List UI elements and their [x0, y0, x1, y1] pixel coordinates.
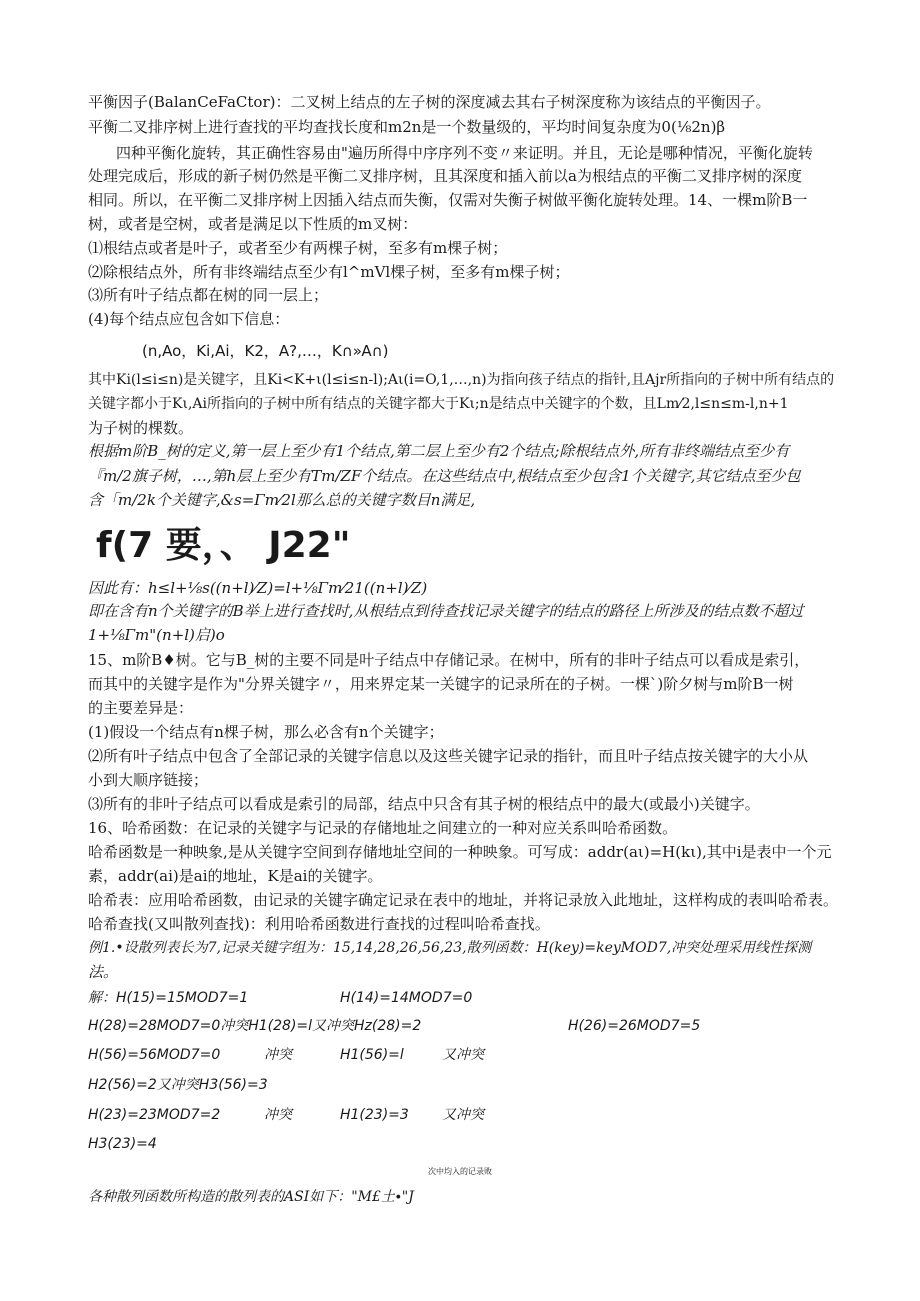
- bplus-difference-2-line-1: ⑵所有叶子结点中包含了全部记录的关键字信息以及这些关键字记录的指针，而且叶子结点按关键字的大小从: [88, 747, 809, 765]
- hash-mapping-line-1: 哈希函数是一种映象,是从关键字空间到存储地址空间的一种映象。可写成：addr(aι)=H(kι),其中i是表中一个元: [88, 843, 832, 861]
- calc-row-5-d: 又冲突: [442, 1107, 484, 1123]
- bplus-difference-2-line-2: 小到大顺序链接；: [88, 771, 209, 789]
- btree-property-3: ⑶所有叶子结点都在树的同一层上；: [88, 286, 329, 304]
- keyword-pointer-line-2: 关键字都小于Kι,Ai所指向的子树中所有结点的关键字都大于Kι;n是结点中关键字的个数，且Lm⁄2,l≤n≤m-l,n+1: [88, 396, 789, 412]
- calc-row-2-b: H(26)=26MOD7=5: [568, 1018, 701, 1034]
- rotation-paragraph-line-2: 处理完成后，形成的新子树仍然是平衡二叉排序树，且其深度和插入前以a为根结点的平衡二叉排序树的深度: [88, 167, 802, 185]
- calc-row-5-c: H1(23)=3: [340, 1107, 409, 1123]
- height-bound-formula: 因此有：h≤l+⅛s((n+l)⁄Z)=l+⅛Γm⁄21((n+l)⁄Z): [88, 579, 428, 597]
- calc-row-2-a: H(28)=28MOD7=0冲突H1(28)=l又冲突Hz(28)=2: [88, 1018, 422, 1034]
- node-info-formula: (n,Ao，Ki,Ai，K2，A?,…，K∩»A∩): [142, 342, 389, 360]
- avl-search-complexity: 平衡二叉排序树上进行查找的平均查找长度和m2n是一个数量级的，平均时间复杂度为0(⅛2n)β: [88, 118, 726, 136]
- balance-factor-definition: 平衡因子(BalanCeFaCtor)：二叉树上结点的左子树的深度减去其右子树深度称为该结点的平衡因子。: [88, 93, 771, 111]
- garbled-formula: f(7 要，、 J22": [96, 525, 351, 566]
- asl-intro-line: 各种散列函数所构造的散列表的ASI如下："M£土∙"J: [88, 1189, 414, 1205]
- keyword-pointer-line-1: 其中Ki(l≤i≤n)是关键字，且Ki<K+ι(l≤i≤n-l);Aι(i=O,1,…,n)为指向孩子结点的指针,且Ajr所指向的子树中所有结点的: [88, 372, 835, 388]
- btree-property-1: ⑴根结点或者是叶子，或者至少有两棵子树，至多有m棵子树；: [88, 239, 508, 257]
- btree-level-analysis-line-3: 含「m/2k个关键字,&s=Γm⁄2l那么总的关键字数目n满足,: [88, 491, 476, 509]
- bplus-difference-1: (1)假设一个结点有n棵子树，那么必含有n个关键字；: [88, 723, 444, 741]
- calc-row-3-b: 冲突: [264, 1047, 292, 1063]
- calc-row-5-a: H(23)=23MOD7=2: [88, 1107, 221, 1123]
- rotation-paragraph-line-3: 相同。所以，在平衡二叉排序树上因插入结点而失衡，仅需对失衡子树做平衡化旋转处理。14、一棵m阶B一: [88, 191, 808, 209]
- search-path-line-1: 即在含有n个关键字的B举上进行查找时,从根结点到待查找记录关键字的结点的路径上所涉及的结点数不超过: [88, 602, 804, 620]
- hash-table-definition: 哈希表：应用哈希函数，由记录的关键字确定记录在表中的地址，并将记录放入此地址，这样构成的表叫哈希表。: [88, 891, 839, 909]
- bplus-tree-line-2: 而其中的关键字是作为"分界关键字〃，用来界定某一关键字的记录所在的子树。一棵`)阶夕树与m阶B一树: [88, 675, 794, 693]
- btree-property-2: ⑵除根结点外，所有非终端结点至少有l^mVl棵子树，至多有m棵子树；: [88, 263, 570, 281]
- btree-property-4: (4)每个结点应包含如下信息：: [88, 310, 290, 328]
- bplus-tree-line-3: 的主要差异是：: [88, 699, 194, 717]
- calc-row-3-d: 又冲突: [442, 1047, 484, 1063]
- calc-row-6-a: H3(23)=4: [88, 1136, 157, 1152]
- btree-level-analysis-line-2: 『m/2旗子树，…,第h层上至少有Tm/ZF个结点。在这些结点中,根结点至少包含1个关键字,其它结点至少包: [88, 467, 801, 485]
- calc-row-3-a: H(56)=56MOD7=0: [88, 1047, 221, 1063]
- btree-definition-intro: 树，或者是空树，或者是满足以下性质的m叉树：: [88, 215, 418, 233]
- calc-row-5-b: 冲突: [264, 1107, 292, 1123]
- hash-mapping-line-2: 素，addr(ai)是ai的地址，K是ai的关键字。: [88, 867, 383, 885]
- example-1-line-2: 法。: [88, 963, 119, 981]
- search-path-line-2: 1+⅛Γm"(n+l)启)o: [88, 626, 225, 644]
- calc-row-4-a: H2(56)=2又冲突H3(56)=3: [88, 1077, 268, 1093]
- calc-row-1-a: 解：H(15)=15MOD7=1: [88, 990, 249, 1006]
- bplus-difference-3: ⑶所有的非叶子结点可以看成是索引的局部，结点中只含有其子树的根结点中的最大(或最小)关键字。: [88, 795, 760, 813]
- rotation-paragraph-line-1: 四种平衡化旋转，其正确性容易由"遍历所得中序序列不变〃来证明。并且，无论是哪种情况，平衡化旋转: [116, 144, 813, 162]
- btree-level-analysis-line-1: 根据m阶B_树的定义,第一层上至少有1个结点,第二层上至少有2个结点;除根结点外,所有非终端结点至少有: [88, 442, 790, 460]
- example-1-line-1: 例1.•设散列表长为7,记录关键字组为：15,14,28,26,56,23,散列函数：H(key)=keyMOD7,冲突处理采用线性探测: [88, 940, 812, 956]
- table-caption: 次中均入的记录败: [428, 1167, 492, 1176]
- keyword-pointer-line-3: 为子树的棵数。: [88, 419, 194, 437]
- calc-row-1-b: H(14)=14MOD7=0: [340, 990, 473, 1006]
- calc-row-3-c: H1(56)=l: [340, 1047, 404, 1063]
- hash-search-definition: 哈希查找(又叫散列查找)：利用哈希函数进行查找的过程叫哈希查找。: [88, 915, 550, 933]
- bplus-tree-line-1: 15、m阶B♦树。它与B_树的主要不同是叶子结点中存储记录。在树中，所有的非叶子结点可以看成是索引，: [88, 651, 810, 669]
- hash-function-definition: 16、哈希函数：在记录的关键字与记录的存储地址之间建立的一种对应关系叫哈希函数。: [88, 819, 678, 837]
